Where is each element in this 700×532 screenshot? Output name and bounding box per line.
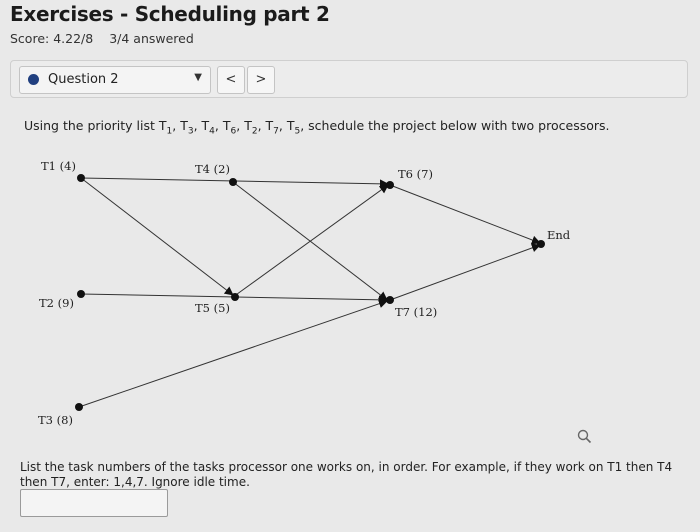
edge-t7-end	[390, 245, 540, 300]
node-t7-dot	[386, 296, 394, 304]
node-t6-label: T6 (7)	[398, 167, 433, 181]
priority-item-letter: T	[158, 118, 167, 133]
priority-item-subscript: 7	[273, 126, 279, 137]
node-t4-label: T4 (2)	[195, 162, 230, 176]
search-icon[interactable]	[576, 428, 594, 446]
priority-item-subscript: 3	[187, 126, 194, 137]
node-t1-dot	[77, 174, 85, 182]
node-t2-dot	[77, 290, 85, 298]
edge-t5-t6	[233, 185, 388, 297]
previous-question-button[interactable]: <	[217, 66, 245, 94]
priority-separator: ,	[193, 118, 202, 133]
answer-input[interactable]	[20, 489, 168, 517]
prompt-tail: , schedule the project below with two processors.	[300, 118, 610, 133]
edge-t6-end	[390, 185, 540, 243]
node-end-label: End	[547, 228, 571, 242]
node-t3-dot	[75, 403, 83, 411]
instructions-text: List the task numbers of the tasks processor one works on, in order. For example, if they work on T1 then T4 then T7, enter: 1,4,7. Ignore idle time.	[20, 460, 673, 489]
priority-item-subscript: 5	[294, 126, 301, 137]
next-question-button[interactable]: >	[247, 66, 275, 94]
score-text: Score: 4.22/8	[10, 31, 94, 46]
priority-item-letter: T	[244, 118, 252, 133]
priority-item-letter: T	[222, 118, 231, 133]
edge-t3-t7	[79, 301, 387, 407]
node-t1-label: T1 (4)	[41, 159, 76, 173]
prompt-lead: Using the priority list	[24, 118, 159, 133]
question-select-label: Question 2	[48, 72, 119, 87]
node-t7-label: T7 (12)	[395, 305, 438, 319]
priority-separator: ,	[172, 118, 181, 133]
node-end-dot	[537, 240, 545, 248]
node-t6-dot	[386, 181, 394, 189]
answered-count: 3/4 answered	[109, 31, 194, 46]
priority-item-letter: T	[286, 118, 295, 133]
priority-separator: ,	[236, 118, 245, 133]
edge-t1-t5	[81, 178, 233, 295]
node-t3-label: T3 (8)	[38, 413, 73, 427]
priority-item-subscript: 6	[230, 126, 237, 137]
node-t4-dot	[229, 178, 237, 186]
caret-down-icon: ▼	[194, 72, 202, 83]
node-t5-dot	[231, 293, 239, 301]
priority-separator: ,	[257, 118, 266, 133]
priority-item-letter: T	[201, 118, 210, 133]
node-t5-label: T5 (5)	[195, 301, 230, 315]
priority-separator: ,	[214, 118, 223, 133]
priority-item-subscript: 2	[251, 126, 258, 137]
page-title: Exercises - Scheduling part 2	[10, 2, 330, 26]
node-t2-label: T2 (9)	[39, 296, 74, 310]
priority-item-subscript: 4	[209, 126, 215, 137]
priority-separator: ,	[278, 118, 287, 133]
priority-item-letter: T	[180, 118, 188, 133]
priority-item-letter: T	[265, 118, 274, 133]
priority-item-subscript: 1	[166, 126, 173, 137]
